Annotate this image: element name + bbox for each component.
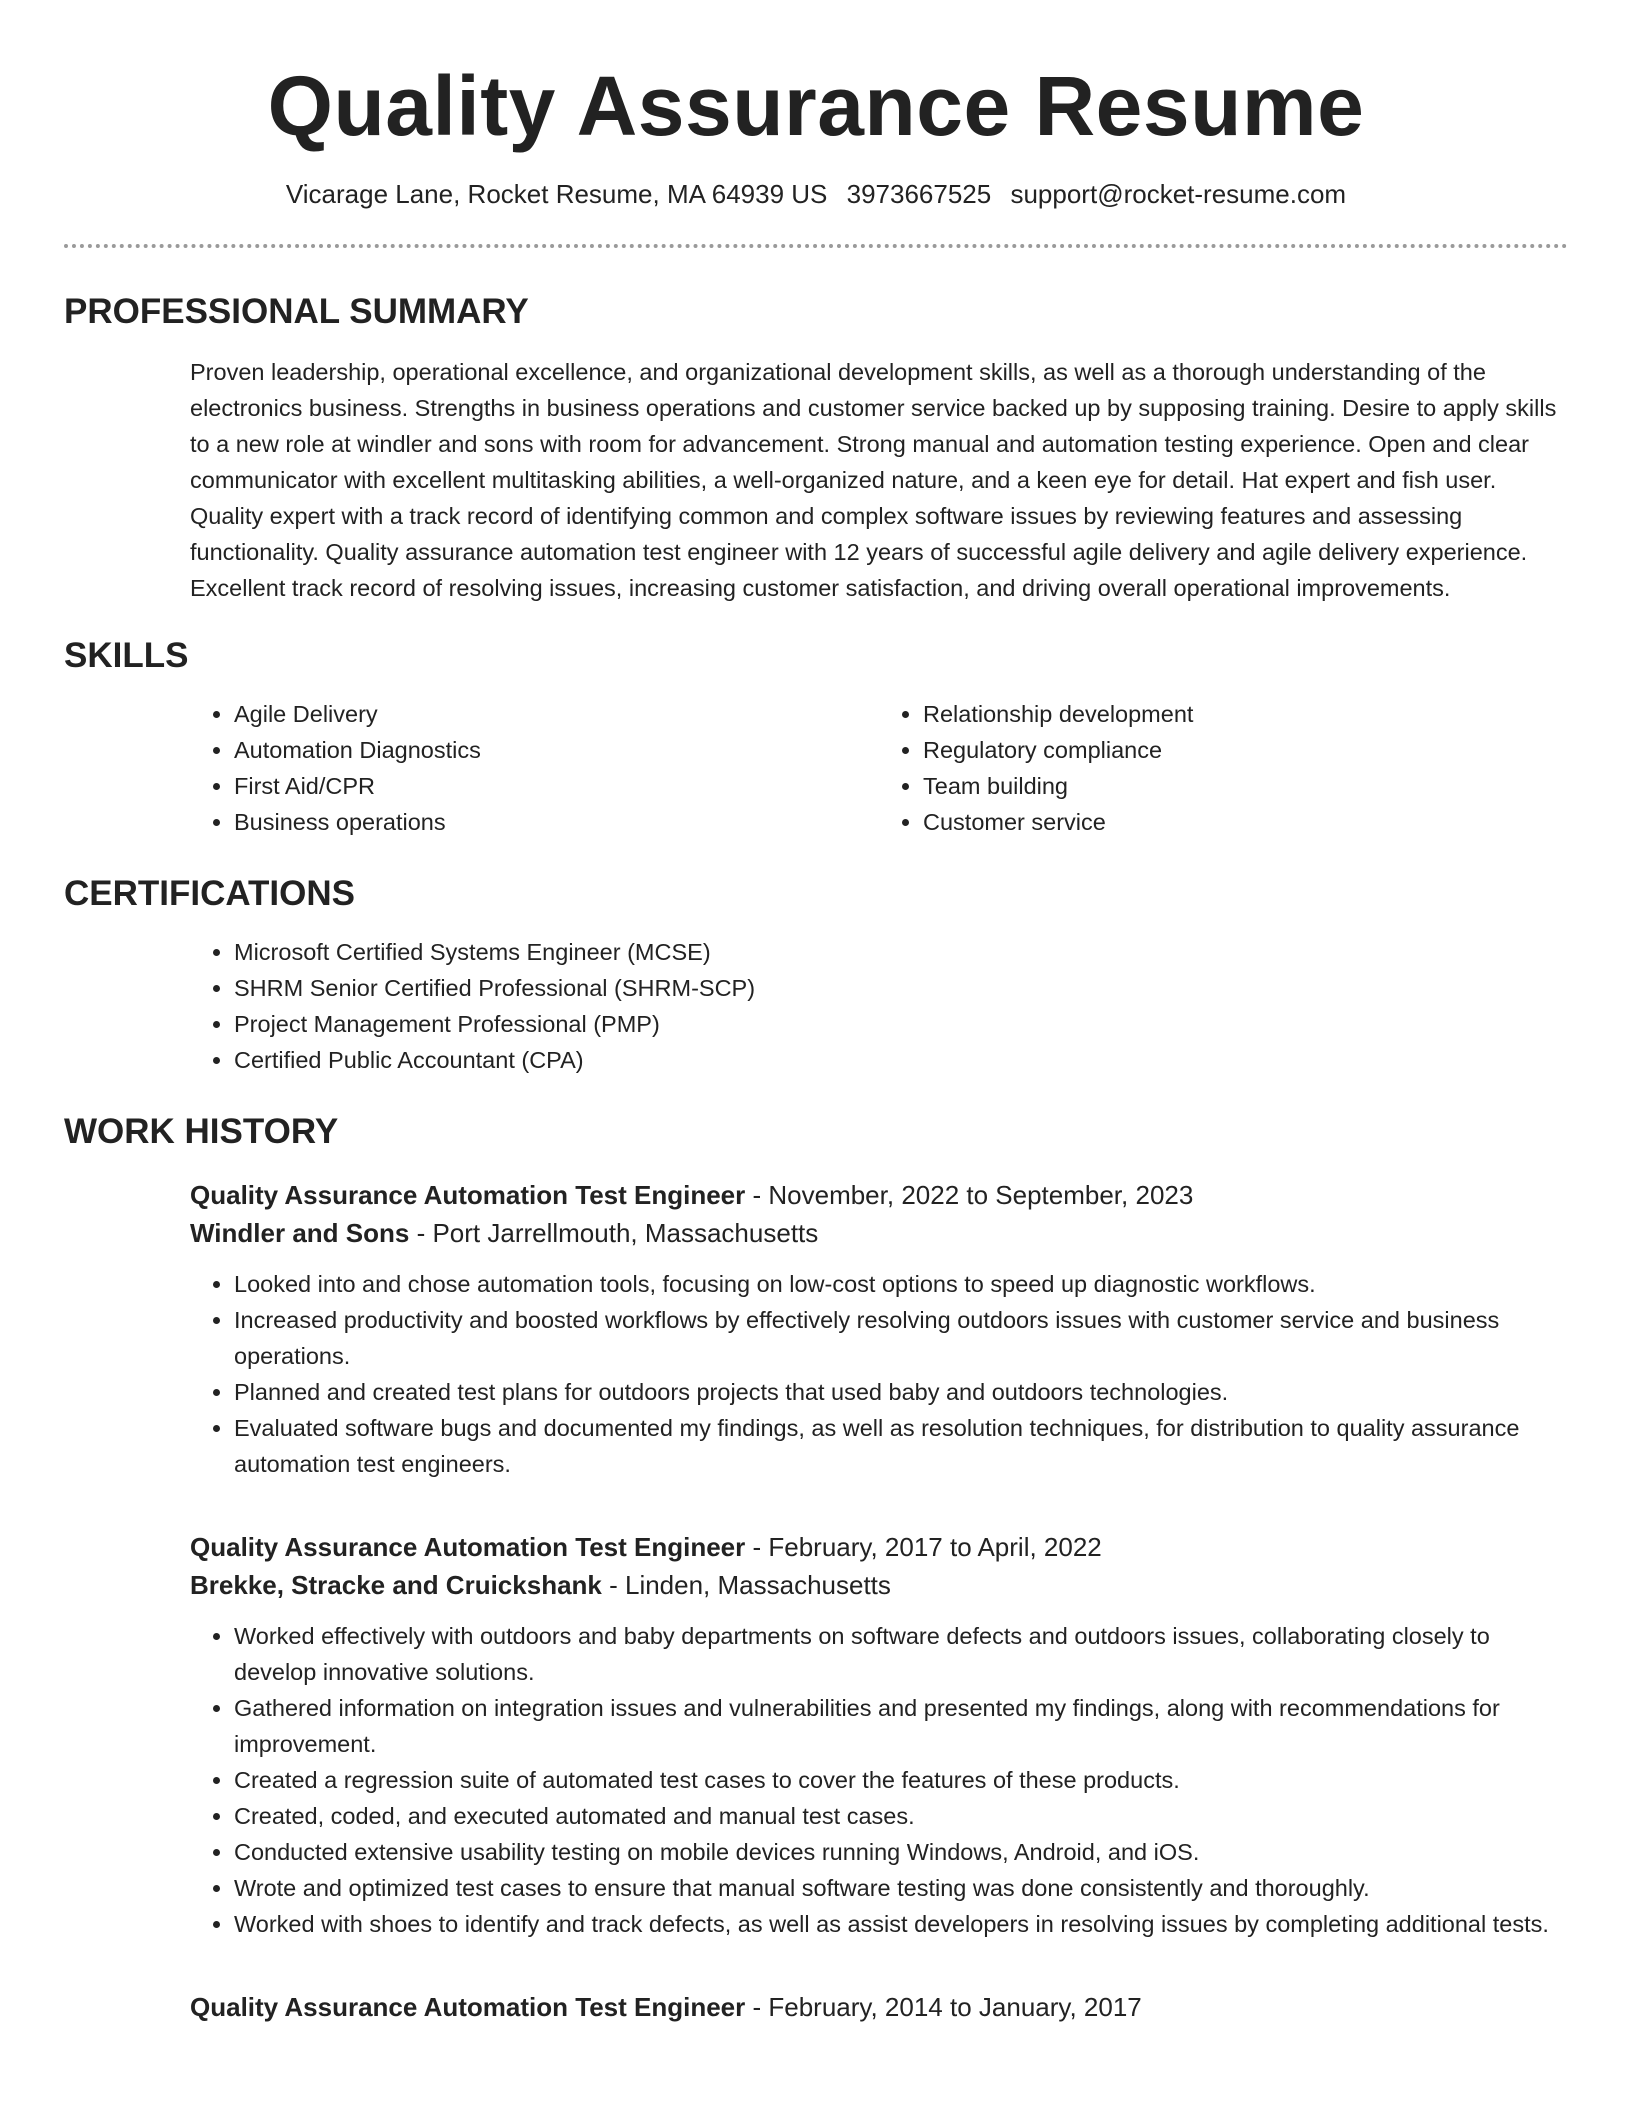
skill-item: • Agile Delivery xyxy=(234,696,879,732)
skill-item: • Regulatory compliance xyxy=(923,732,1568,768)
job-company-line xyxy=(190,1214,1568,1252)
skill-item: • Relationship development xyxy=(923,696,1568,732)
job-title: Quality Assurance Automation Test Engineer xyxy=(190,1532,746,1562)
job-entry xyxy=(190,1176,1568,1482)
skill-item: • Automation Diagnostics xyxy=(234,732,879,768)
job-bullet: • Worked effectively with outdoors and baby departments on software defects and outdoors issues, collaborating closely to develop innovative solutions. xyxy=(234,1618,1568,1690)
job-bullet: • Gathered information on integration issues and vulnerabilities and presented my findings, along with recommendations for improvement. xyxy=(234,1690,1568,1762)
certifications-list xyxy=(190,934,1568,1078)
job-dates: - February, 2014 to January, 2017 xyxy=(745,1992,1142,2022)
skill-item: • Business operations xyxy=(234,804,879,840)
job-bullet: • Evaluated software bugs and documented my findings, as well as resolution techniques, for distribution to quality assurance automation test engineers. xyxy=(234,1410,1568,1482)
skill-item: • Team building xyxy=(923,768,1568,804)
skills-list xyxy=(190,696,1568,840)
job-title: Quality Assurance Automation Test Engineer xyxy=(190,1180,746,1210)
certification-item: • Microsoft Certified Systems Engineer (MCSE) xyxy=(234,934,1568,970)
job-location: - Port Jarrellmouth, Massachusetts xyxy=(409,1218,819,1248)
job-title-line xyxy=(190,1528,1568,1566)
skills-column-left xyxy=(190,696,879,840)
job-company-line xyxy=(190,1566,1568,1604)
job-company: Brekke, Stracke and Cruickshank xyxy=(190,1570,602,1600)
contact-address: Vicarage Lane, Rocket Resume, MA 64939 US xyxy=(285,179,828,209)
job-title-line xyxy=(190,1988,1568,2026)
certification-item: • Project Management Professional (PMP) xyxy=(234,1006,1568,1042)
job-dates: - November, 2022 to September, 2023 xyxy=(745,1180,1194,1210)
resume-title: Quality Assurance Resume xyxy=(267,59,1365,153)
job-title: Quality Assurance Automation Test Engineer xyxy=(190,1992,746,2022)
section-title-work-history: WORK HISTORY xyxy=(64,1112,339,1151)
header-divider xyxy=(64,244,1568,248)
skill-item: • Customer service xyxy=(923,804,1568,840)
resume-page xyxy=(64,0,1568,2026)
job-bullet: • Worked with shoes to identify and track defects, as well as assist developers in resolving issues by completing additional tests. xyxy=(234,1906,1568,1942)
section-title-certifications: CERTIFICATIONS xyxy=(64,874,356,913)
contact-phone: 3973667525 xyxy=(846,179,992,209)
job-title-line xyxy=(190,1176,1568,1214)
job-bullets xyxy=(190,1618,1568,1942)
job-entry xyxy=(190,1528,1568,1942)
job-bullet: • Wrote and optimized test cases to ensure that manual software testing was done consistently and thoroughly. xyxy=(234,1870,1568,1906)
certification-item: • SHRM Senior Certified Professional (SHRM-SCP) xyxy=(234,970,1568,1006)
job-entry xyxy=(190,1988,1568,2026)
job-bullet: • Planned and created test plans for outdoors projects that used baby and outdoors technologies. xyxy=(234,1374,1568,1410)
job-bullet: • Increased productivity and boosted workflows by effectively resolving outdoors issues with customer service and business operations. xyxy=(234,1302,1568,1374)
job-company: Windler and Sons xyxy=(190,1218,410,1248)
skills-column-right xyxy=(879,696,1568,840)
job-bullets xyxy=(190,1266,1568,1482)
contact-line xyxy=(64,176,1568,212)
job-bullet: • Conducted extensive usability testing on mobile devices running Windows, Android, and iOS. xyxy=(234,1834,1568,1870)
job-dates: - February, 2017 to April, 2022 xyxy=(745,1532,1102,1562)
job-bullet: • Looked into and chose automation tools, focusing on low-cost options to speed up diagnostic workflows. xyxy=(234,1266,1568,1302)
section-title-skills: SKILLS xyxy=(64,636,189,675)
job-bullet: • Created, coded, and executed automated and manual test cases. xyxy=(234,1798,1568,1834)
job-location: - Linden, Massachusetts xyxy=(601,1570,891,1600)
job-bullet: • Created a regression suite of automated test cases to cover the features of these products. xyxy=(234,1762,1568,1798)
summary-text: Proven leadership, operational excellence, and organizational development skills, as well as a thorough understanding of the electronics business. Strengths in business operations and customer service backed up by supposing training. Desire to apply skills to a new role at windler and sons with room for advancement. Strong manual and automation testing experience. Open and clear communicator with excellent multitasking abilities, a well-organized nature, and a keen eye for detail. Hat expert and fish user. Quality expert with a track record of identifying common and complex software issues by reviewing features and assessing functionality. Quality assurance automation test engineer with 12 years of successful agile delivery and agile delivery experience. Excellent track record of resolving issues, increasing customer satisfaction, and driving overall operational improvements. xyxy=(190,359,1557,601)
contact-email: support@rocket-resume.com xyxy=(1010,179,1347,209)
section-title-summary: PROFESSIONAL SUMMARY xyxy=(64,292,529,331)
certification-item: • Certified Public Accountant (CPA) xyxy=(234,1042,1568,1078)
skill-item: • First Aid/CPR xyxy=(234,768,879,804)
